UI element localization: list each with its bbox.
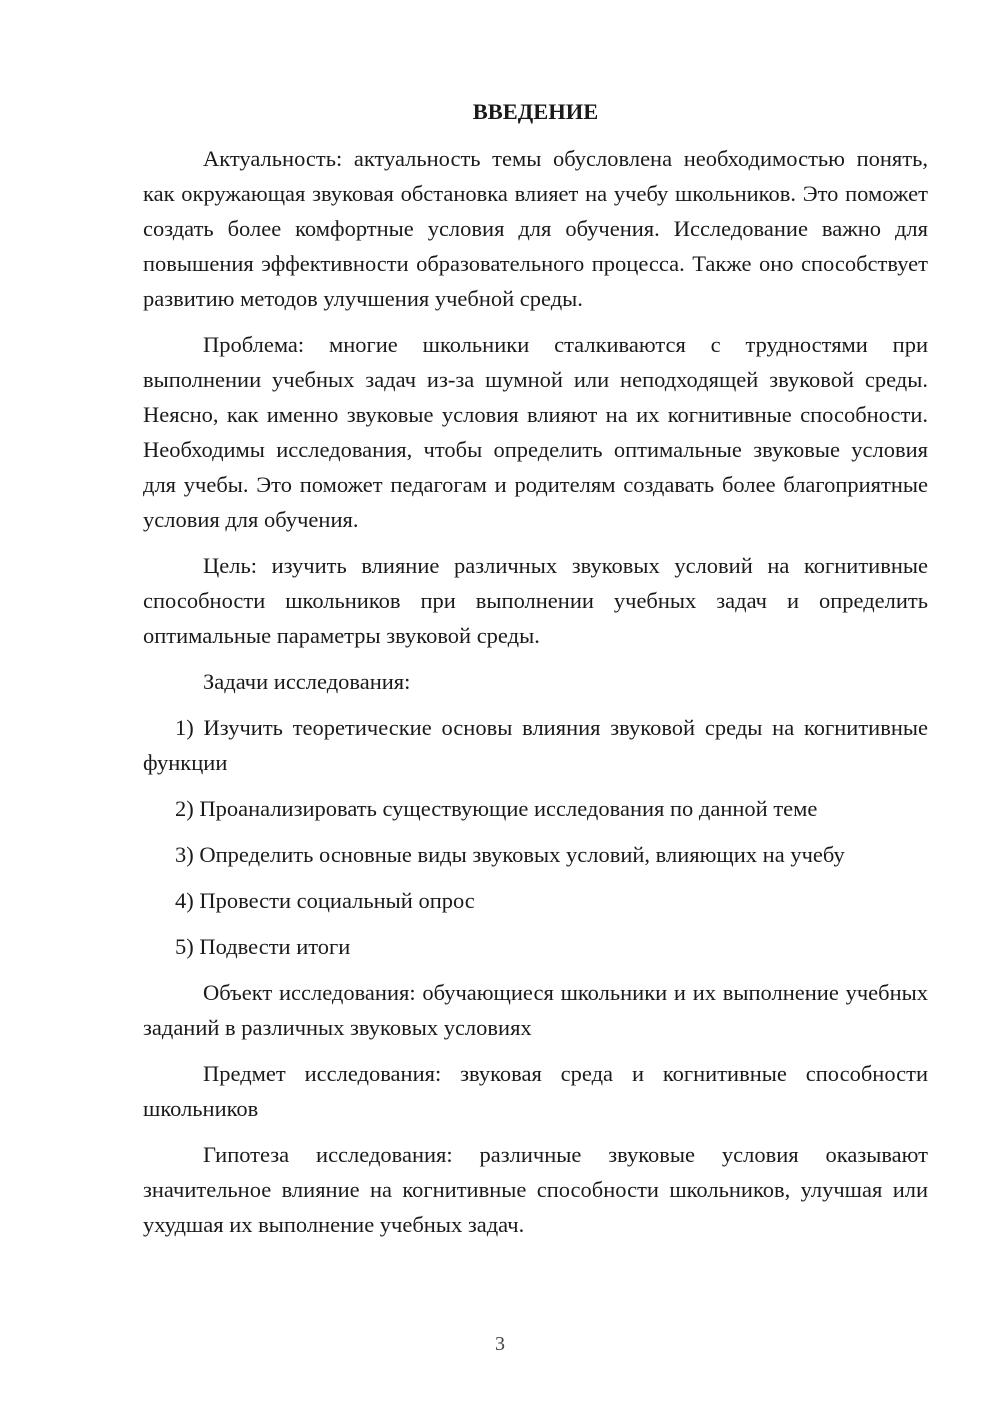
paragraph-hypothesis: Гипотеза исследования: различные звуковые условия оказывают значительное влияние на когнитивные способности школьников, улучшая или ухудшая их выполнение учебных задач. [143, 1142, 928, 1237]
page-content [143, 94, 928, 1253]
task-item: 4) Провести социальный опрос [175, 888, 475, 913]
page-number: 3 [495, 1333, 505, 1355]
paragraph-relevance: Актуальность: актуальность темы обусловлена необходимостью понять, как окружающая звуковая обстановка влияет на учебу школьников. Это поможет создать более комфортные условия для обучения. Исследование важно для повышения эффективности образовательного процесса. Также оно способствует развитию методов улучшения учебной среды. [143, 146, 928, 311]
task-item: 1) Изучить теоретические основы влияния звуковой среды на когнитивные функции [143, 715, 928, 775]
paragraph-object: Объект исследования: обучающиеся школьники и их выполнение учебных заданий в различных звуковых условиях [143, 980, 928, 1040]
paragraph-goal: Цель: изучить влияние различных звуковых условий на когнитивные способности школьников при выполнении учебных задач и определить оптимальные параметры звуковой среды. [143, 553, 928, 648]
paragraph-subject: Предмет исследования: звуковая среда и когнитивные способности школьников [143, 1061, 928, 1121]
tasks-heading: Задачи исследования: [203, 669, 411, 694]
task-item: 3) Определить основные виды звуковых условий, влияющих на учебу [175, 842, 845, 867]
section-title: ВВЕДЕНИЕ [472, 99, 599, 124]
task-item: 5) Подвести итоги [175, 934, 351, 959]
task-item: 2) Проанализировать существующие исследования по данной теме [175, 796, 818, 821]
paragraph-problem: Проблема: многие школьники сталкиваются с трудностями при выполнении учебных задач из-за шумной или неподходящей звуковой среды. Неясно, как именно звуковые условия влияют на их когнитивные способности. Необходимы исследования, чтобы определить оптимальные звуковые условия для учебы. Это поможет педагогам и родителям создавать более благоприятные условия для обучения. [143, 332, 928, 532]
